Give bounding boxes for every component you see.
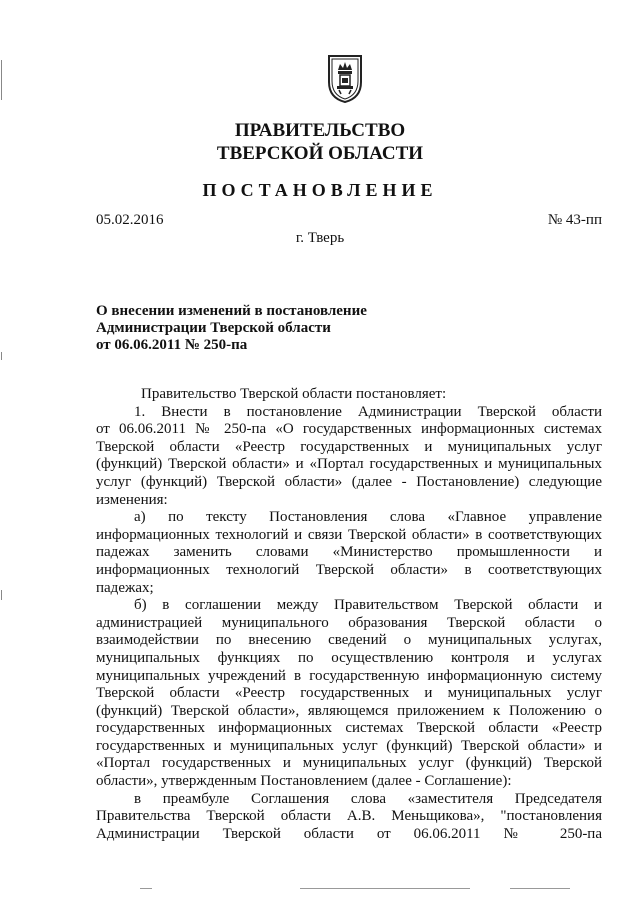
body-line: государственных и муниципальных услуг (функций) Тверской области» и	[96, 737, 602, 754]
body-line: информационных технологий Тверской области» в соответствующих	[96, 561, 602, 578]
org-name-line-2: ТВЕРСКОЙ ОБЛАСТИ	[216, 143, 424, 164]
body-line: Тверской области «Реестр государственных и муниципальных услуг	[96, 685, 602, 702]
body-line: (функций) Тверской области» и «Портал государственных и муниципальных	[96, 456, 602, 473]
scan-edge-mark	[1, 590, 2, 600]
body-line: Правительство Тверской области постановляет:	[141, 386, 447, 402]
body-line: Правительства Тверской области А.В. Меньщикова», "постановления	[96, 808, 602, 825]
body-line: Тверской области «Реестр государственных и муниципальных услуг	[96, 438, 602, 455]
subject-line: от 06.06.2011 № 250-па	[96, 337, 248, 353]
body-line: области», утвержденным Постановлением (далее - Соглашение):	[96, 773, 512, 790]
body-line: взаимодействии по внесению сведений о муниципальных услугах,	[96, 632, 602, 649]
scan-edge-mark	[1, 60, 2, 100]
body-line: информационных технологий и связи Тверской области» в соответствующих	[96, 526, 602, 543]
scan-bottom-rule	[300, 888, 470, 889]
body-line: в преамбуле Соглашения слова «заместителя Председателя	[134, 790, 602, 807]
scan-bottom-rule	[140, 888, 152, 889]
scan-bottom-rule	[510, 888, 570, 889]
document-type: ПОСТАНОВЛЕНИЕ	[202, 180, 438, 200]
body-line: услуг (функций) Тверской области» (далее - Постановление) следующие	[96, 473, 602, 490]
body-line: (функций) Тверской области», являющемся приложением к Положению о	[96, 702, 602, 719]
document-date: 05.02.2016	[96, 212, 164, 228]
body-line: администрацией муниципального образования Тверской области о	[96, 614, 602, 631]
scan-edge-mark	[1, 352, 2, 360]
body-line: 1. Внести в постановление Администрации Тверской области	[134, 403, 602, 420]
body-line: государственных информационных системах Тверской области «Реестр	[96, 720, 602, 737]
body-line: изменения:	[96, 491, 168, 508]
body-line: «Портал государственных и муниципальных услуг (функций) Тверской	[96, 755, 602, 772]
body-line: Администрации Тверской области от 06.06.2011 № 250-па	[96, 825, 602, 842]
document-number: № 43-пп	[547, 212, 602, 228]
document-subject	[96, 303, 367, 354]
body-line: б) в соглашении между Правительством Тверской области и	[134, 597, 602, 614]
document-city: г. Тверь	[295, 230, 345, 246]
body-line: падежах заменить словами «Министерство промышленности и	[96, 544, 602, 561]
subject-line: О внесении изменений в постановление	[96, 303, 367, 319]
coat-of-arms-icon	[326, 52, 364, 104]
body-line: муниципальных функциях по осуществлению контроля и услугах	[96, 649, 602, 666]
body-line: а) по тексту Постановления слова «Главное управление	[134, 509, 602, 526]
body-line: от 06.06.2011 № 250-па «О государственных информационных системах	[96, 421, 602, 438]
body-line: муниципальных учреждений в государственную информационную систему	[96, 667, 602, 684]
org-name-line-1: ПРАВИТЕЛЬСТВО	[234, 120, 406, 141]
document-body	[96, 386, 602, 843]
body-line: падежах;	[96, 579, 154, 596]
subject-line: Администрации Тверской области	[96, 320, 331, 336]
